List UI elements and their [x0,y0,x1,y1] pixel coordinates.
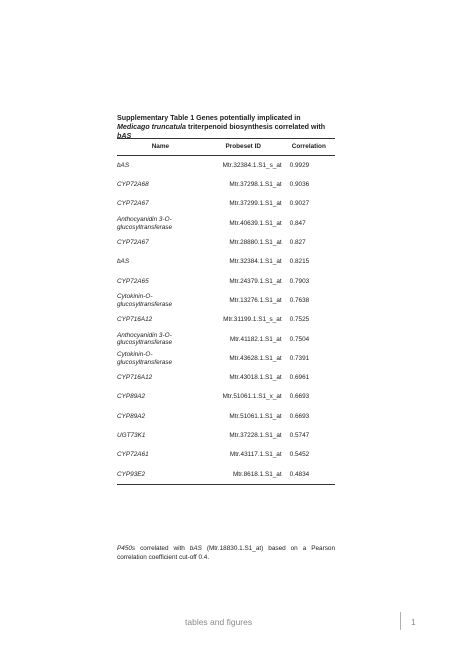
probeset-id-cell: Mtr.43628.1.S1_at [229,354,282,362]
gene-name-cell: CYP716A12 [117,374,153,382]
table-body [117,156,335,485]
gene-name-cell: bAS [117,258,130,266]
footnote-text-1: correlated with [135,545,190,552]
table-row [117,272,335,291]
gene-name-cell: CYP72A61 [117,451,149,459]
probeset-id-cell: Mtr.37228.1.S1_at [229,432,282,439]
probeset-id-cell: Mtr.43117.1.S1_at [229,451,282,459]
gene-name-cell: CYP716A12 [117,316,153,324]
probeset-id-cell: Mtr.43018.1.S1_at [229,374,282,382]
probeset-id-cell: Mtr.32384.1.S1_s_at [222,161,282,169]
correlation-cell: 0.7391 [289,354,310,362]
correlation-cell: 0.8215 [289,258,310,266]
probeset-id-cell: Mtr.31199.1.S1_s_at [223,316,282,324]
probeset-id-cell: Mtr.37298.1.S1_at [229,181,282,189]
footnote-p450s: P450s [117,545,136,552]
correlation-cell: 0.7903 [289,277,310,285]
probeset-id-cell: Mtr.24379.1.S1_at [229,277,282,285]
gene-name-cell: CYP89A2 [117,412,146,420]
probeset-id-cell: Mtr.37299.1.S1_at [229,200,282,208]
table-footnote [117,545,335,562]
gene-name-cell: CYP89A2 [117,393,146,401]
gene-name-cell: CYP93E2 [117,465,204,485]
correlation-cell: 0.9036 [289,181,310,189]
table-row [117,291,335,310]
table-row [117,233,335,252]
correlation-cell: 0.5747 [289,432,310,439]
gene-name-cell: CYP72A68 [117,181,149,189]
gene-name-cell: bAS [117,161,130,169]
probeset-id-cell: Mtr.32384.1.S1_at [229,258,282,266]
correlation-cell: 0.827 [289,239,306,247]
correlation-cell: 0.6961 [289,374,310,382]
table-row [117,407,335,426]
header-probeset-id: Probeset ID [204,139,284,156]
caption-text-2: triterpenoid biosynthesis correlated with [185,123,326,131]
footnote-gene: bAS [189,545,202,552]
caption-species: Medicago truncatula [117,123,186,131]
gene-name-cell: UGT73K1 [117,432,146,439]
gene-name-cell: CYP72A67 [117,239,149,247]
table-row [117,426,335,445]
gene-name-cell: Cytokinin-O-glucosyltransferase [117,351,173,366]
header-correlation: Correlation [284,139,335,156]
correlation-cell: 0.6693 [289,412,310,420]
correlation-cell: 0.9929 [289,161,310,169]
gene-name-cell: Cytokinin-O-glucosyltransferase [117,293,173,308]
table-row [117,195,335,214]
probeset-id-cell: Mtr.40639.1.S1_at [229,219,282,227]
correlation-cell: 0.4834 [284,465,335,485]
footer-divider [400,612,401,630]
gene-table [117,138,335,485]
footnote-text-2: (Mtr.18830.1.S1_at) based on a Pearson correlation coefficient cut-off 0.4. [117,545,336,561]
table-row [117,252,335,271]
table-row [117,156,335,176]
caption-gene: bAS [117,132,132,140]
correlation-cell: 0.847 [289,219,306,227]
correlation-cell: 0.7504 [289,335,310,343]
table-row [117,310,335,329]
gene-name-cell: Anthocyanidin 3-O-glucosyltransferase [117,215,173,231]
probeset-id-cell: Mtr.13276.1.S1_at [229,296,282,304]
table-row [117,175,335,194]
gene-name-cell: CYP72A67 [117,200,149,208]
correlation-cell: 0.7638 [289,296,310,304]
table-row [117,214,335,233]
correlation-cell: 0.5452 [289,451,310,459]
correlation-cell: 0.7525 [289,316,310,324]
table-row [117,330,335,349]
table-row [117,445,335,464]
page-number: 1 [411,617,416,627]
footer-section-label: tables and figures [185,617,253,627]
table-row [117,368,335,387]
table-row [117,349,335,368]
table-row [117,388,335,407]
probeset-id-cell: Mtr.51061.1.S1_at [229,412,282,420]
correlation-cell: 0.9027 [289,200,310,208]
probeset-id-cell: Mtr.51061.1.S1_x_at [222,393,282,401]
table-caption [117,114,335,141]
table-header-row [117,139,335,156]
correlation-cell: 0.6693 [289,393,310,401]
probeset-id-cell: Mtr.8618.1.S1_at [204,465,284,485]
gene-name-cell: Anthocyanidin 3-O-glucosyltransferase [117,331,173,347]
probeset-id-cell: Mtr.28880.1.S1_at [229,239,282,247]
caption-text-1: Supplementary Table 1 Genes potentially implicated in [117,114,301,122]
gene-name-cell: CYP72A65 [117,277,149,285]
header-name: Name [117,139,204,156]
probeset-id-cell: Mtr.41182.1.S1_at [229,335,282,343]
table-row [117,465,335,485]
